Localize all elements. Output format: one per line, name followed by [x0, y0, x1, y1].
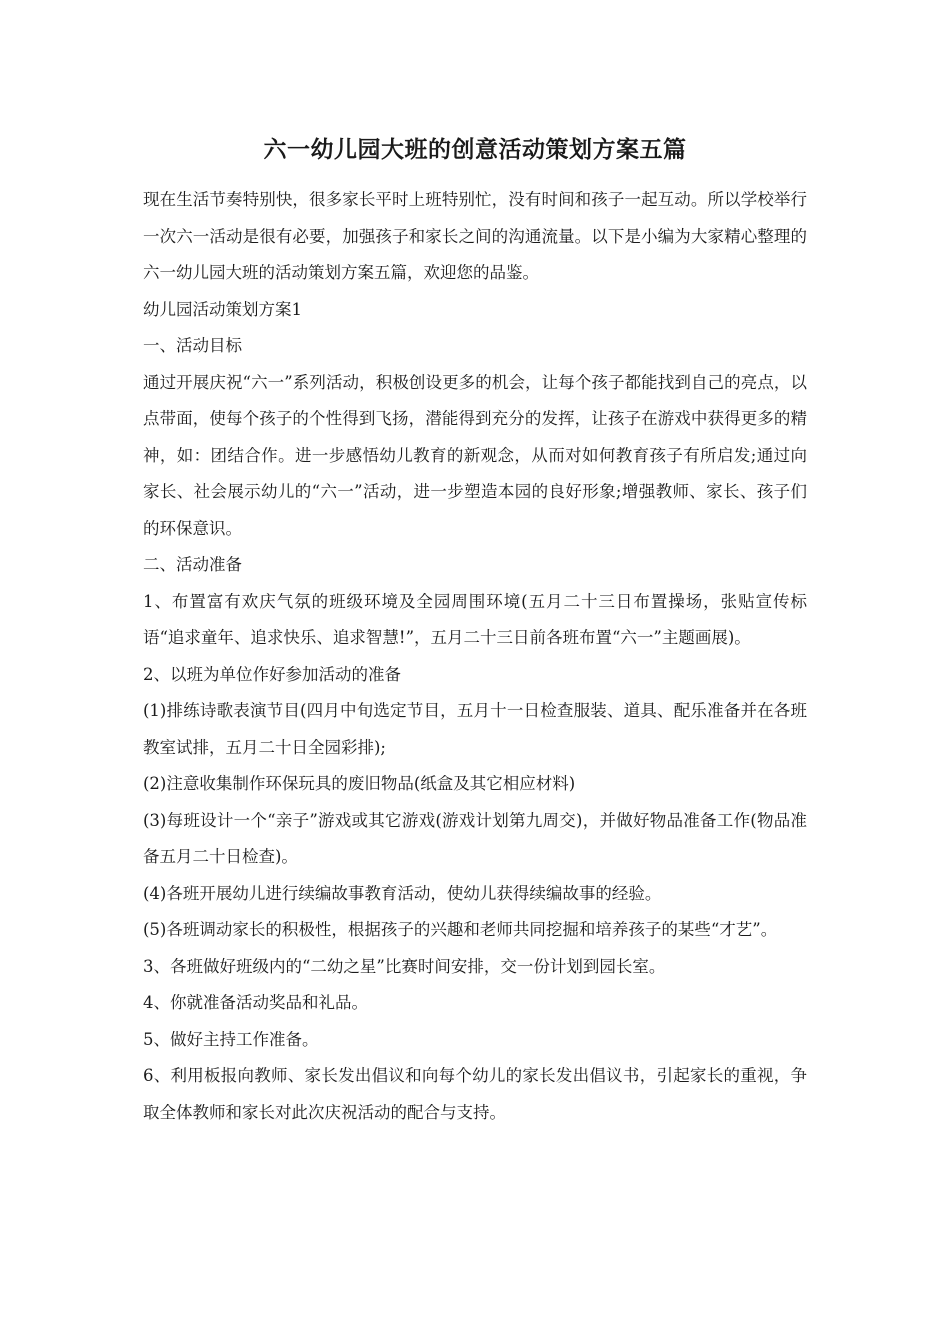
goals-paragraph: 通过开展庆祝“六一”系列活动，积极创设更多的机会，让每个孩子都能找到自己的亮点，以点带面，使每个孩子的个性得到飞扬，潜能得到充分的发挥，让孩子在游戏中获得更多的精神，如：团结合作。进一步感悟幼儿教育的新观念，从而对如何教育孩子有所启发;通过向家长、社会展示幼儿的“六一”活动，进一步塑造本园的良好形象;增强教师、家长、孩子们的环保意识。	[143, 372, 807, 538]
prep-item-5: 5、做好主持工作准备。	[143, 1029, 319, 1049]
prep-subitem-5: (5)各班调动家长的积极性，根据孩子的兴趣和老师共同挖掘和培养孩子的某些“才艺”。	[143, 920, 778, 939]
prep-subitem-4: (4)各班开展幼儿进行续编故事教育活动，使幼儿获得续编故事的经验。	[143, 883, 662, 903]
plan-heading: 幼儿园活动策划方案1	[143, 299, 302, 319]
prep-subitem-3: (3)每班设计一个“亲子”游戏或其它游戏(游戏计划第九周交)，并做好物品准备工作(物品准备五月二十日检查)。	[143, 810, 807, 866]
section-heading-goals: 一、活动目标	[143, 336, 242, 355]
document-title: 六一幼儿园大班的创意活动策划方案五篇	[263, 136, 687, 163]
prep-item-1: 1、布置富有欢庆气氛的班级环境及全园周围环境(五月二十三日布置操场，张贴宣传标语“追求童年、追求快乐、追求智慧!”，五月二十三日前各班布置“六一”主题画展)。	[143, 591, 807, 647]
prep-item-2: 2、以班为单位作好参加活动的准备	[143, 664, 401, 684]
prep-item-3: 3、各班做好班级内的“二幼之星”比赛时间安排，交一份计划到园长室。	[143, 956, 666, 976]
section-heading-preparation: 二、活动准备	[143, 555, 242, 574]
prep-subitem-2: (2)注意收集制作环保玩具的废旧物品(纸盒及其它相应材料)	[143, 774, 576, 793]
document-body	[143, 182, 807, 1131]
prep-item-6: 6、利用板报向教师、家长发出倡议和向每个幼儿的家长发出倡议书，引起家长的重视，争取全体教师和家长对此次庆祝活动的配合与支持。	[143, 1066, 807, 1122]
prep-subitem-1: (1)排练诗歌表演节目(四月中旬选定节目，五月十一日检查服装、道具、配乐准备并在各班教室试排，五月二十日全园彩排);	[143, 701, 807, 757]
intro-paragraph: 现在生活节奏特别快，很多家长平时上班特别忙，没有时间和孩子一起互动。所以学校举行一次六一活动是很有必要，加强孩子和家长之间的沟通流量。以下是小编为大家精心整理的六一幼儿园大班的活动策划方案五篇，欢迎您的品鉴。	[143, 190, 807, 282]
prep-item-4: 4、你就准备活动奖品和礼品。	[143, 993, 368, 1012]
